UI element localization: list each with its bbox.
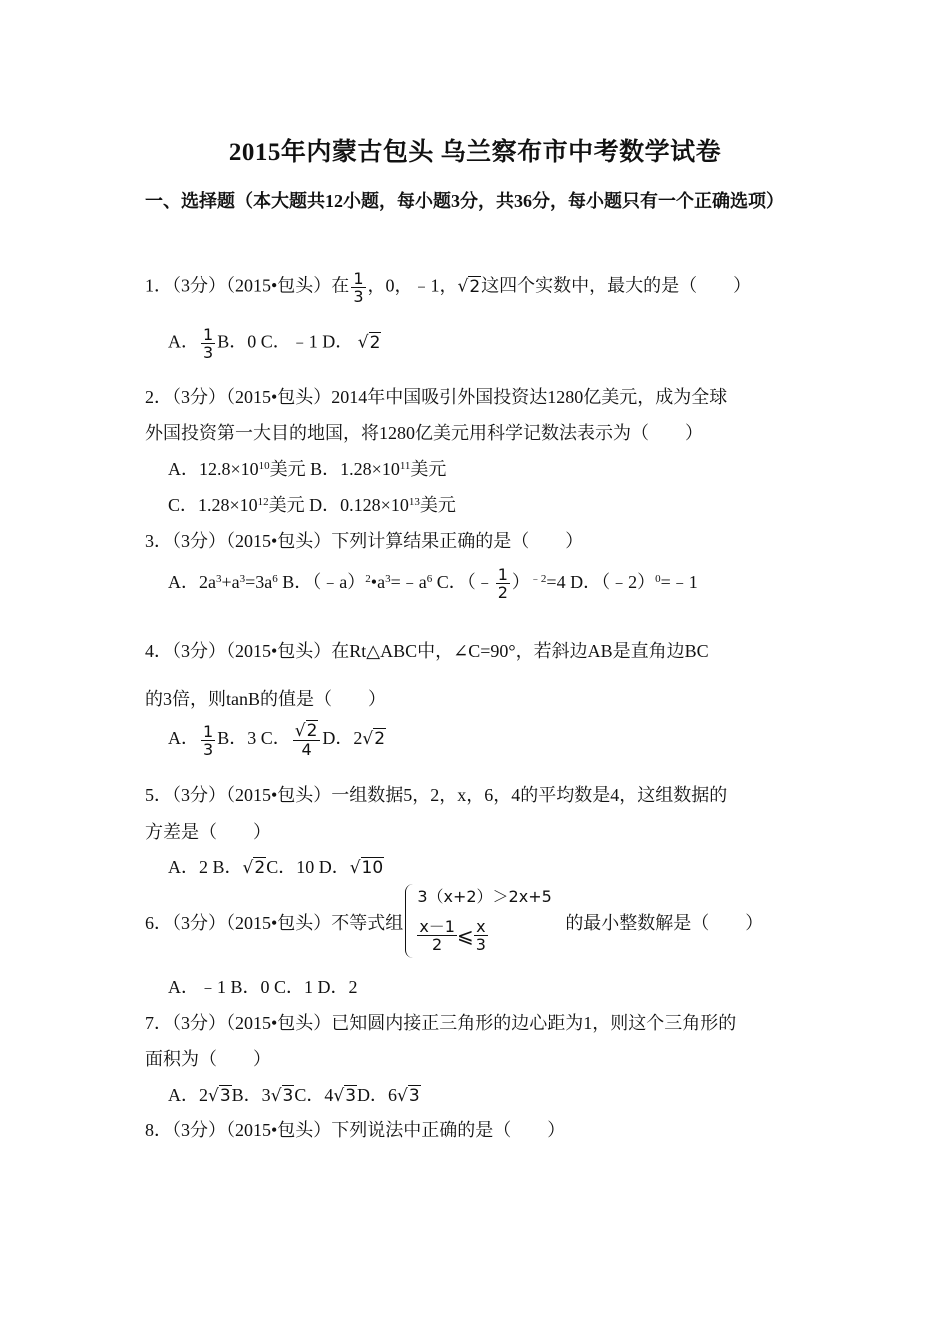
option-d-sqrt: √2 <box>357 332 381 353</box>
question-5: 5．（3分）（2015•包头）一组数据5，2，x，6，4的平均数是4，这组数据的 <box>145 785 728 805</box>
option-a: A．2 <box>168 1085 208 1105</box>
option-b: B．3 <box>217 728 257 749</box>
q4-options: A． $\frac{1}{3}$ B．3 C． $\frac{√2}{4}$ D．2√2 <box>168 721 386 759</box>
q3-options <box>168 566 698 601</box>
option-c: C．（﹣ $\frac{1}{2}$ ）$^{﹣2}$=4 <box>436 565 566 602</box>
option-c: C． <box>260 728 291 749</box>
option-d: D．0.128×10 <box>309 495 409 515</box>
option-a: A．$2a^3+a^3=3a^6$ <box>168 571 278 592</box>
question-2: 2．（3分）（2015•包头）2014年中国吸引外国投资达1280亿美元，成为全球 <box>145 387 728 407</box>
option-a: A． <box>168 331 199 352</box>
q1-options <box>168 326 381 361</box>
section-heading: 一、选择题（本大题共12小题，每小题3分，共36分，每小题只有一个正确选项） <box>145 191 784 211</box>
q1-sqrt: √2 <box>457 276 481 297</box>
option-b: B．0 <box>217 331 257 352</box>
option-c: C．4 <box>294 1085 334 1105</box>
q1-text: 1．（3分）（2015•包头）在 <box>145 275 350 296</box>
option-d: D． <box>318 857 350 877</box>
option-a: A．2 <box>168 857 208 877</box>
question-5-cont: 方差是（ ） <box>145 822 271 842</box>
option-b: B．1.28×10 <box>310 459 400 479</box>
q6-text-end: 的最小整数解是（ ） <box>565 913 764 933</box>
option-c-fraction: $\frac{√2}{4}$ <box>293 722 321 758</box>
option-d: D．2 <box>322 728 363 749</box>
inequality-1: 3（x+2）＞2x+5 <box>417 887 552 906</box>
question-3: 3．（3分）（2015•包头）下列计算结果正确的是（ ） <box>145 531 584 551</box>
option-a: A．12.8×10 <box>168 459 259 479</box>
question-6 <box>145 884 763 960</box>
option-d: D．（﹣2）$^0$=﹣1 <box>570 571 698 592</box>
question-7: 7．（3分）（2015•包头）已知圆内接正三角形的边心距为1，则这个三角形的 <box>145 1013 737 1033</box>
q6-text: 6．（3分）（2015•包头）不等式组 <box>145 913 404 933</box>
option-c: C．10 <box>266 857 315 877</box>
option-b: B．3 <box>231 1085 271 1105</box>
question-2-cont: 外国投资第一大目的地国，将1280亿美元用科学记数法表示为（ ） <box>145 423 703 443</box>
option-a-fraction: $\frac{1}{3}$ <box>203 325 214 362</box>
q1-text-mid: ，0，﹣1， <box>367 275 458 296</box>
question-4-cont: 的3倍，则tanB的值是（ ） <box>145 689 386 709</box>
q7-options: A．2√3B．3√3C．4√3D．6√3 <box>168 1085 420 1106</box>
q2-options-cd: C．$1.28\times 10^{12}$美元 D．$0.128\times 10^{13}$美元 <box>168 495 456 515</box>
question-4: 4．（3分）（2015•包头）在Rt△ABC中，∠C=90°，若斜边AB是直角边BC <box>145 641 709 661</box>
q6-options: A．﹣1 B．0 C．1 D．2 <box>168 977 358 997</box>
option-b: B．$(﹣a)^2•a^3=﹣a^6$ <box>282 571 433 592</box>
option-d: D．6 <box>357 1085 398 1105</box>
option-c: C．﹣1 <box>260 331 318 352</box>
option-a: A． <box>168 728 199 749</box>
question-1 <box>145 270 751 305</box>
option-b: B． <box>212 857 243 877</box>
exam-title: 2015年内蒙古包头 乌兰察布市中考数学试卷 <box>228 139 722 166</box>
q1-fraction: $\frac{1}{3}$ <box>353 269 364 306</box>
option-d: D． <box>322 331 354 352</box>
q5-options: A．2 B．√2C．10 D．√10 <box>168 857 384 878</box>
q2-options-ab: A．$12.8\times 10^{10}$美元 B．$1.28\times 10^{11}$美元 <box>168 459 447 479</box>
option-c: C．1.28×10 <box>168 495 258 515</box>
inequality-system <box>405 884 555 960</box>
brace-icon <box>405 884 414 958</box>
question-8: 8．（3分）（2015•包头）下列说法中正确的是（ ） <box>145 1120 566 1140</box>
q1-text-end: 这四个实数中，最大的是（ ） <box>481 275 752 296</box>
question-7-cont: 面积为（ ） <box>145 1049 271 1069</box>
inequality-2: $\frac{x-1}{2}$ ⩽ $\frac{x}{3}$ <box>419 917 486 954</box>
